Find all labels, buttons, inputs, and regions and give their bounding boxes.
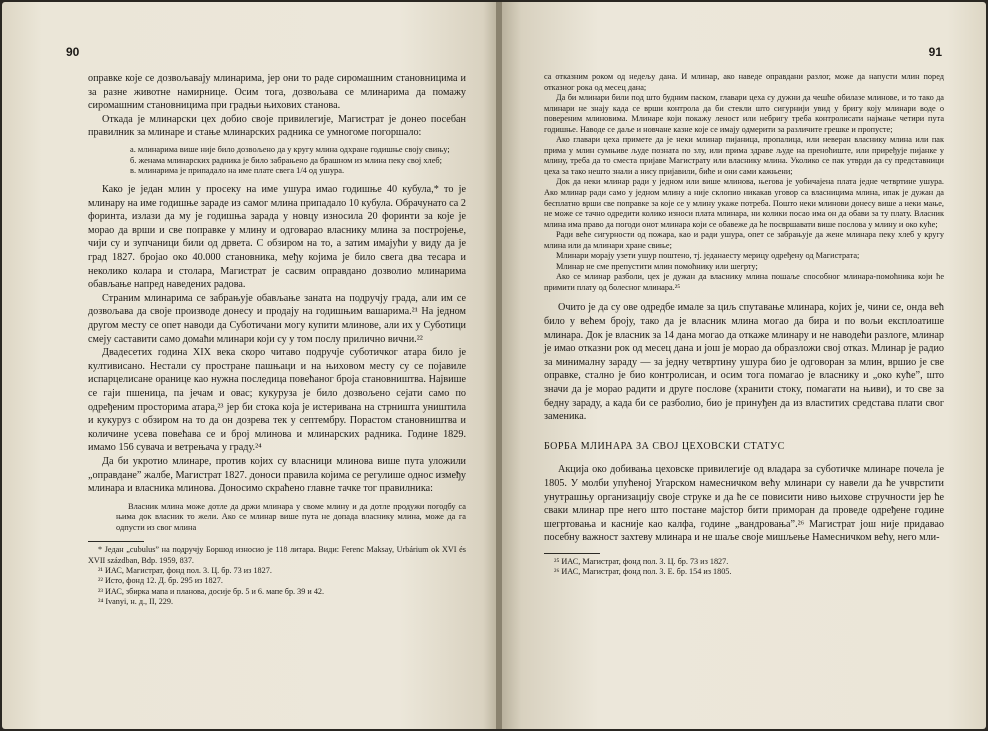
left-page: [2, 2, 498, 729]
left-paragraph-1: оправке које се дозвољавају млинарима, јер они то раде сиромашним становницима и за разне животне намирнице. Осим тога, дозвољава се млинарима да помажу сиромашним становницима при градњи њихових станова.: [88, 73, 466, 112]
footnote: ²³ ИАС, збирка мапа и планова, досије бр. 5 и 6. мапе бр. 39 и 42.: [98, 586, 325, 596]
section-heading: БОРБА МЛИНАРА ЗА СВОЈ ЦЕХОВСКИ СТАТУС: [544, 440, 785, 452]
regulation-point: са отказним роком од недељу дана. И млинар, ако наведе оправдани разлог, може да напусти млин поред отказног рока од месец дана;: [544, 72, 944, 92]
right-footnotes: [544, 557, 944, 578]
footnote: ²⁵ ИАС, Магистрат, фонд пол. 3. Ц. бр. 73 из 1827.: [554, 556, 729, 566]
left-paragraph-5: Двадесетих година XIX века скоро читаво подручје суботичког атара било је култивисано. Нестали су простране пашњаци и на њиховом месту су се појавиле испарцелисане оранице као нужна последица повећаног броја становништва. Највише се гаји пшеница, па јечам и овас; кукуруза је било дозвољено сејати само по одређеним просторима атара,²³ јер би стока која је истеривана на стрништа уништила и кукуруз с обзиром на то да он дозрева тек у септембру. Порастом становништва и количине усева повећава се и број млинова и млинарских радника. Године 1829. имамо 156 сувача и ветрењача у граду.²⁴: [88, 347, 466, 454]
rules-list-item: в. млинарима је припадало на име плате свега 1/4 од ушура.: [130, 166, 345, 176]
block-quote-text: Власник млина може дотле да држи млинара у своме млину и да дотле продужи погодбу са њима док власник то жели. Ако се млинар више пута не допада власнику млина, може да га одпусти из свог млина: [116, 501, 466, 532]
right-text-column: [544, 72, 944, 578]
regulation-point: Млинар не сме препустити млин помоћнику или шегрту;: [556, 261, 758, 271]
left-paragraph-2: Откада је млинарски цех добио своје привилегије, Магистрат је донео посебан правилник за млинаре и стање млинарских радника се умногоме погоршало:: [88, 113, 466, 139]
footnote-separator: [88, 541, 144, 542]
footnote-separator: [544, 553, 600, 554]
right-paragraph-2: Акција око добивања цеховске привилегије од владара за суботичке млинаре почела је 1805. У молби упућеној Угарском намесничком већу млинари су навели да ће учврстити унутрашњу организацију своје струке и да ће се повисити ниво њихове стручности јер ће сваки млинар пре него што постане мајстор бити приморан да проведе одређене године шегртовања и касније као калфа, године „вандровања”.²⁶ Магистрат још није придавао посебну важност захтеву млинара и не шаље своје мишљење Намесничком већу, него мли-: [544, 464, 944, 544]
rules-list: [88, 145, 466, 177]
page-number-right: 91: [928, 45, 942, 59]
regulation-point: Док да неки млинар ради у једном или више млинова, његова је уобичајена плата једне четвртине ушура. Ако млинар ради само у једном млину а није склопио никакав уговор са власницима млина, ипак је дужан да бесплатно врши све поправке за које се у млину укаже потреба. Пошто неки млинови донесу више а неки мање, не може се тачно одредити колико износи плата млинара, ни колики посао има он да обави за ту плату. Власник млина има право да погоди онот млинара који се обавеже да ће посвршавати више послова у млину и око куће;: [544, 177, 944, 229]
open-book: [2, 2, 986, 729]
regulation-point: Ако се млинар разболи, цех је дужан да власнику млина пошаље способног млинара-помоћника који ће примити плату од болесног млинара.²⁵: [544, 272, 944, 292]
footnote: ²⁴ Ivanyi, н. д., II, 229.: [98, 597, 174, 607]
regulation-point: Да би млинари били под што будним паском, главари цеха су дужни да чешће обилазе млинове, и то тако да млинари не знају када се врши контрола да би стекли што сигурнији увид у бригу коју млинари воде о повереним млиновима. Млинаре који покажу леност или небригу треба контролисати најмање четири пута годишње. Наводе се даље и новчане казне које се имају одмерити за различите грешке и пропусте;: [544, 93, 944, 134]
left-footnotes: [88, 545, 466, 607]
regulation-point: Ради веће сигурности од пожара, као и ради ушура, опет се забрањује да жене млинара пеку хлеб у кругу млина или да млинари хране свиње;: [544, 230, 944, 250]
regulation-point: Ако главари цеха примете да је неки млинар пијаница, пропалица, или неверан власнику млина или пак прима у млин сумњиве људе позната по злу, или прима здраве људе на преноћиште, или приређује пијанке у млину, треба да то сместа пријаве Магистрату или власнику млина. Уколико се пак утврди да су представници цеха за тако нешто знали а нису пријавили, биће и они сами кажњени;: [544, 135, 944, 176]
left-paragraph-4: Страним млинарима се забрањује обављање заната на подручју града, али им се дозвољава да своје производе донесу и продају на годишњим вашарима.²¹ На једном другом месту се опет наводи да Суботичани могу купити млинове, али их у Суботици смеју саставити само домаћи млинари који су у том послу прилично вични.²²: [88, 292, 466, 345]
left-text-column: [88, 72, 466, 608]
footnote: ²⁶ ИАС, Магистрат, фонд пол. 3. Е. бр. 154 из 1805.: [554, 567, 732, 577]
footnote: ²¹ ИАС, Магистрат, фонд пол. 3. Ц. бр. 73 из 1827.: [98, 566, 272, 576]
page-number-left: 90: [66, 45, 80, 59]
left-paragraph-3: Како је један млин у просеку на име ушура имао годишње 40 кубула,* то је млинару на име годишње зараде из самог млина припадало 10 кубула. Обрачунато са 2 форинта, излази да му је годишња зарада у новцу износила 20 форинти за које је морао да врши и све поправке у млину и одговарао власнику млина за постројење, чији су и зупчаници били од дрвета. С обзиром на то, а затим имајући у виду да је град 1827. бројао око 40.000 становника, међу којима је било свега два тесара и неколико колара и столара, Магистрат је сасвим оправдано дозволио млинарима обављање напред наведених радова.: [88, 184, 466, 291]
footnote: * Један „cubulus” на подручју Боршод износио је 118 литара. Види: Ferenc Maksay, Urbárium ok XVI és XVII százdban, Bdp. 1959, 837.: [88, 545, 466, 565]
regulation-points: [544, 72, 944, 293]
right-page: [502, 2, 986, 729]
regulation-point: Млинари морају узети ушур поштено, тј. једанаесту мерицу одређену од Магистрата;: [556, 251, 860, 261]
footnote: ²² Исто, фонд 12. Д. бр. 295 из 1827.: [98, 576, 223, 586]
left-paragraph-6: Да би укротио млинаре, против којих су власници млинова више пута уложили „оправдане” жалбе, Магистрат 1827. доноси правила којима се регулише однос између млинара и власника млинова. Доносимо скраћено главне тачке тог правилника:: [88, 455, 466, 495]
right-paragraph-1: Очито је да су ове одредбе имале за циљ спутавање млинара, којих је, чини се, онда већ било у већем броју, тако да је власник млина могао да бира и по вољи експлоатише млинара. Док је власник за 14 дана могао да откаже млинару и не наводећи разлоге, млинар је имао отказни рок од месец дана и још је морао да образложи свој отказ. Млинар је радио за минималну зараду — за једну четвртину ушура био је одговоран за млин, вршио је све оправке, стално је био контролисан, и осим тога помагао је власнику и „око куће”, што значи да је морао радити и друге послове (хранити стоку, помагати на њиви), и то све за бедну зараду, а када би се разболио, био је принуђен да из властитих средстава плати свог заменика.: [544, 302, 944, 423]
block-quote: [116, 502, 466, 534]
rules-list-item: а. млинарима више није било дозвољено да у кругу млина одхране годишње своју свињу;: [130, 144, 450, 154]
rules-list-item: б. женама млинарских радника је било забрањено да брашном из млина пеку свој хлеб;: [130, 155, 442, 165]
